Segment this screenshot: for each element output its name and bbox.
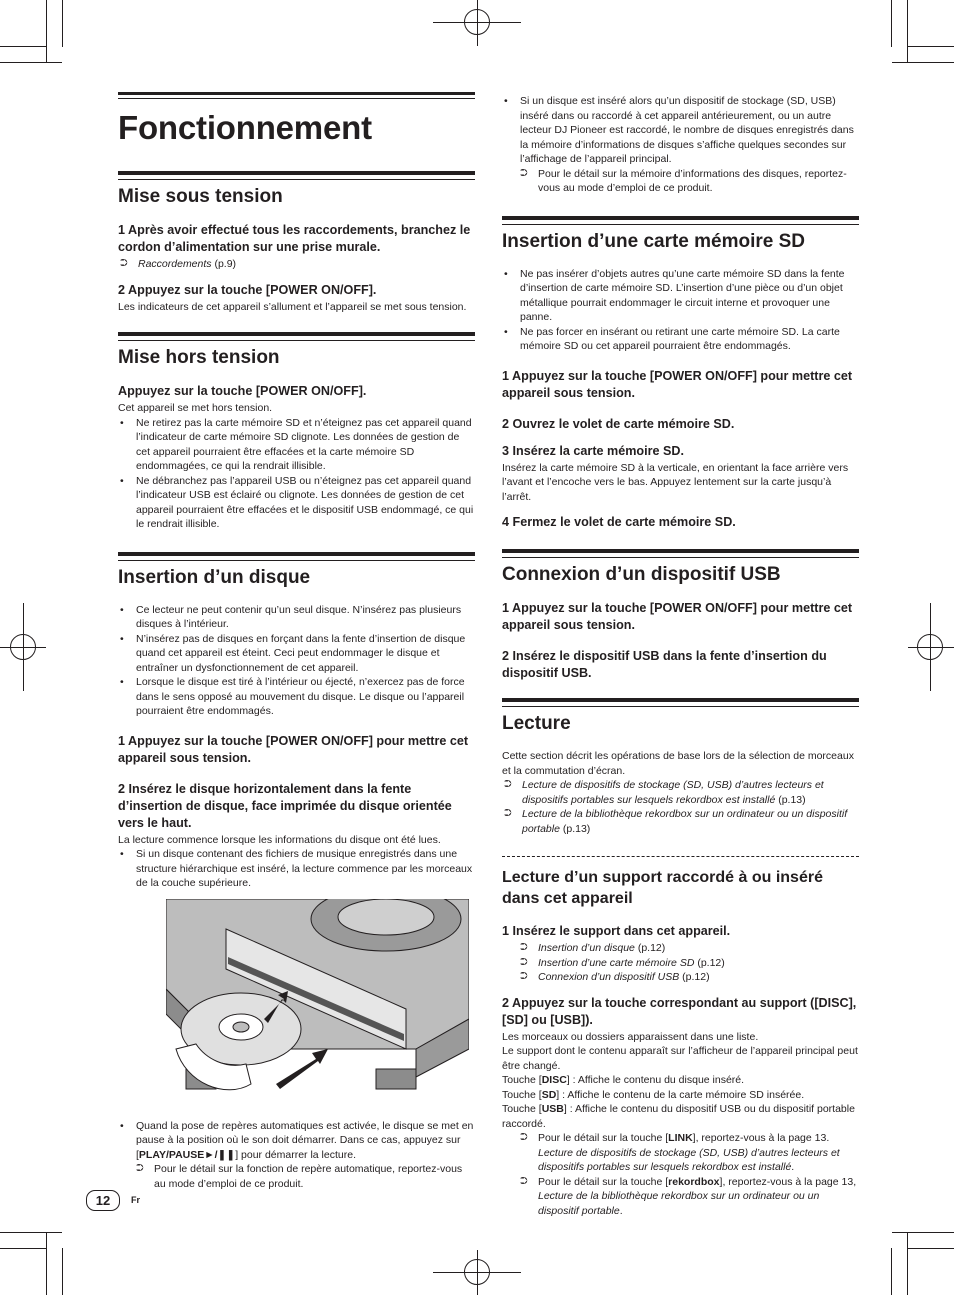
arrow-icon: ⮊ xyxy=(520,1175,528,1187)
crop-mark xyxy=(0,1232,62,1233)
left-column xyxy=(118,92,475,1207)
list-item: • Ne retirez pas la carte mémoire SD et n’éteignez pas cet appareil quand l’indicateur de carte mémoire SD clignote. Les données de gestion de cet appareil pourraient être effacées et la carte mémoire SD endommagées, ce qui la rendrait illisible. xyxy=(120,416,472,472)
registration-circle xyxy=(464,9,490,35)
section-rule xyxy=(118,332,475,341)
section-rule xyxy=(502,698,859,707)
page-number: 12 xyxy=(86,1190,120,1211)
section-heading: Connexion d’un dispositif USB xyxy=(502,564,781,585)
step: 1 Après avoir effectué tous les raccordements, branchez le cordon d’alimentation sur une prise murale. xyxy=(118,223,471,254)
step-text: Les morceaux ou dossiers apparaissent dans une liste. xyxy=(502,1030,759,1043)
crop-mark xyxy=(907,46,954,47)
cross-reference: ⮊ Insertion d’un disque (p.12) xyxy=(520,942,666,954)
step: Appuyez sur la touche [POWER ON/OFF]. xyxy=(118,384,367,398)
crop-mark xyxy=(62,1248,63,1295)
cd-player-illustration xyxy=(166,899,469,1109)
bullet-list xyxy=(502,267,859,354)
disc-insertion-illustration xyxy=(166,899,469,1109)
crop-mark xyxy=(907,0,908,62)
step: 2 Insérez le dispositif USB dans la fente d’insertion du dispositif USB. xyxy=(502,649,827,680)
step-text: Insérez la carte mémoire SD à la verticale, en orientant la face arrière vers l’avant et l’encoche vers le bas. Appuyez lentement sur la carte jusqu’à l’arrêt. xyxy=(502,461,849,503)
arrow-icon: ⮊ xyxy=(136,1163,144,1174)
crop-mark xyxy=(891,1248,892,1295)
crop-mark xyxy=(62,0,63,47)
list-item: • Quand la pose de repères automatiques est activée, le disque se met en pause à la position où le son doit démarrer. Dans ce cas, appuyez sur [PLAY/PAUSE►/❚❚] pour démarrer la lecture. xyxy=(120,1119,474,1161)
bullet-list xyxy=(118,603,475,719)
section-insertion-disque xyxy=(118,552,475,1192)
crop-mark xyxy=(892,1232,954,1233)
cross-reference: ⮊ Lecture de la bibliothèque rekordbox sur un ordinateur ou un dispositif portable (p.13) xyxy=(504,808,848,835)
list-item: • Si un disque est inséré alors qu’un dispositif de stockage (SD, USB) inséré dans ou raccordé à cet appareil antérieurement, ou un autre lecteur DJ Pioneer est raccordé, le nombre de disques enregistrés dans la mémoire d’informations de disques s’affiche quelques secondes sur l’affichage de l’appareil principal. xyxy=(504,95,854,165)
section-carte-sd xyxy=(502,216,859,532)
section-lecture xyxy=(502,698,859,1218)
section-rule xyxy=(502,216,859,225)
step-text: Cet appareil se met hors tension. xyxy=(118,402,273,414)
ref-text: Raccordements xyxy=(138,258,212,270)
page-title: Fonctionnement xyxy=(118,109,372,146)
step: 2 Appuyez sur la touche correspondant au support ([DISC], [SD] ou [USB]). xyxy=(502,995,857,1027)
bullet-list xyxy=(118,416,475,532)
dashed-divider xyxy=(502,856,859,857)
arrow-icon: ⮊ xyxy=(520,1132,528,1143)
cross-reference: ⮊ Lecture de dispositifs de stockage (SD, USB) d’autres lecteurs et dispositifs portables sur lesquels rekordbox est installé (p.13) xyxy=(504,779,824,806)
key-description: Touche [DISC] : Affiche le contenu du disque inséré. xyxy=(502,1074,745,1086)
step: 4 Fermez le volet de carte mémoire SD. xyxy=(502,515,736,529)
subsection-heading: Lecture d’un support raccordé à ou inséré dans cet appareil xyxy=(502,869,823,907)
list-item: • N’insérez pas de disques en forçant dans la fente d’insertion de disque quand cet appareil est éteint. Ceci peut endommager le disque et entraîner un dysfonctionnement de cet appareil. xyxy=(120,632,466,674)
arrow-icon: ⮊ xyxy=(520,971,528,982)
cross-reference: ⮊ Pour le détail sur la touche [LINK], reportez-vous à la page 13. Lecture de dispositifs de stockage (SD, USB) d’autres lecteurs et dispositifs portables sur lesquels rekordbox est installé. xyxy=(520,1132,840,1173)
list-item: • Ne débranchez pas l’appareil USB ou n’éteignez pas cet appareil quand l’indicateur USB est éclairé ou clignote. Les données de gestion de cet appareil pourraient être effacées et le dispositif USB endommagé, ce qui le rendrait illisible. xyxy=(120,474,474,530)
section-heading: Mise hors tension xyxy=(118,347,280,368)
section-rule xyxy=(118,552,475,561)
step: 2 Ouvrez le volet de carte mémoire SD. xyxy=(502,416,735,431)
section-mise-sous-tension xyxy=(118,171,475,314)
step: 2 Appuyez sur la touche [POWER ON/OFF]. xyxy=(118,282,377,297)
cross-reference: ⮊ Pour le détail sur la mémoire d’informations des disques, reportez-vous au mode d’emploi de ce produit. xyxy=(520,167,847,194)
section-text: Cette section décrit les opérations de base lors de la sélection de morceaux et la commutation d’écran. xyxy=(502,750,854,777)
crop-mark xyxy=(0,46,47,47)
step: 3 Insérez la carte mémoire SD. xyxy=(502,443,685,458)
crop-mark xyxy=(907,1233,908,1295)
arrow-icon: ⮊ xyxy=(520,167,528,179)
step-text: Le support dont le contenu apparaît sur l’afficheur de l’appareil principal peut être changé. xyxy=(502,1045,858,1072)
cross-reference: ⮊ Pour le détail sur la fonction de repère automatique, reportez-vous au mode d’emploi de ce produit. xyxy=(136,1163,463,1190)
step: 1 Appuyez sur la touche [POWER ON/OFF] pour mettre cet appareil sous tension. xyxy=(502,368,853,400)
section-heading: Insertion d’un disque xyxy=(118,566,311,588)
list-item: • Ne pas insérer d’objets autres qu’une carte mémoire SD dans la fente d’insertion de carte mémoire SD. L’insertion d’une pièce ou d’un objet métallique pourrait endommager le circuit interne et provoquer une panne. xyxy=(504,267,845,323)
cross-reference: ⮊ Pour le détail sur la touche [rekordbox], reportez-vous à la page 13, Lecture de la bibliothèque rekordbox sur un ordinateur ou un dispositif portable. xyxy=(520,1175,857,1217)
arrow-icon: ⮊ xyxy=(504,808,512,819)
step: 1 Insérez le support dans cet appareil. xyxy=(502,924,731,938)
bullet-list xyxy=(502,94,859,167)
step: 2 Insérez le disque horizontalement dans la fente d’insertion de disque, face imprimée du disque orientée vers le haut. xyxy=(118,781,452,830)
step-text: La lecture commence lorsque les informations du disque ont été lues. xyxy=(118,833,441,846)
section-rule xyxy=(502,549,859,558)
step: 1 Appuyez sur la touche [POWER ON/OFF] pour mettre cet appareil sous tension. xyxy=(502,601,853,632)
section-mise-hors-tension xyxy=(118,332,475,532)
crop-mark xyxy=(891,0,892,47)
crop-mark xyxy=(0,62,62,63)
ref-page: (p.9) xyxy=(211,258,237,270)
arrow-icon: ⮊ xyxy=(504,779,512,790)
list-item: • Ne pas forcer en insérant ou retirant une carte mémoire SD. La carte mémoire SD ou cet appareil pourraient être endommagés. xyxy=(504,325,840,352)
registration-circle xyxy=(917,634,943,660)
section-rule xyxy=(118,171,475,180)
section-heading: Mise sous tension xyxy=(118,186,283,207)
key-description: Touche [USB] : Affiche le contenu du dispositif USB ou du dispositif portable raccordé. xyxy=(502,1103,855,1130)
list-item: • Si un disque contenant des fichiers de musique enregistrés dans une structure hiérarchique est inséré, la lecture commence par les morceaux de la couche supérieure. xyxy=(120,848,473,889)
cross-reference: ⮊ Insertion d’une carte mémoire SD (p.12) xyxy=(520,956,725,969)
section-heading: Lecture xyxy=(502,713,571,734)
arrow-icon: ⮊ xyxy=(120,258,128,269)
step-text: Les indicateurs de cet appareil s’allument et l’appareil se met sous tension. xyxy=(118,300,467,313)
bullet-list xyxy=(118,1119,475,1163)
section-heading: Insertion d’une carte mémoire SD xyxy=(502,230,806,252)
registration-circle xyxy=(10,634,36,660)
list-item: • Ce lecteur ne peut contenir qu’un seul disque. N’insérez pas plusieurs disques à l’intérieur. xyxy=(120,603,462,630)
title-rule xyxy=(118,92,475,99)
registration-circle xyxy=(464,1259,490,1285)
arrow-icon: ⮊ xyxy=(520,956,528,968)
key-description: Touche [SD] : Affiche le contenu de la carte mémoire SD insérée. xyxy=(502,1088,805,1101)
key-label: PLAY/PAUSE►/❚❚ xyxy=(138,1148,236,1161)
crop-mark xyxy=(0,1248,47,1249)
right-column xyxy=(502,94,859,1234)
language-label: Fr xyxy=(131,1195,140,1205)
arrow-icon: ⮊ xyxy=(520,942,528,953)
cross-reference xyxy=(118,257,475,272)
step: 1 Appuyez sur la touche [POWER ON/OFF] pour mettre cet appareil sous tension. xyxy=(118,733,469,765)
crop-mark xyxy=(892,62,954,63)
crop-mark xyxy=(907,1248,954,1249)
crop-mark xyxy=(46,0,47,62)
bullet-list xyxy=(118,847,475,891)
list-item: • Lorsque le disque est tiré à l’intérieur ou éjecté, n’exercez pas de force dans le sens opposé au mouvement du disque. Le disque ou l’appareil pourraient être endommagés. xyxy=(120,676,465,717)
section-usb xyxy=(502,549,859,682)
cross-reference: ⮊ Connexion d’un dispositif USB (p.12) xyxy=(520,971,710,983)
crop-mark xyxy=(46,1233,47,1295)
